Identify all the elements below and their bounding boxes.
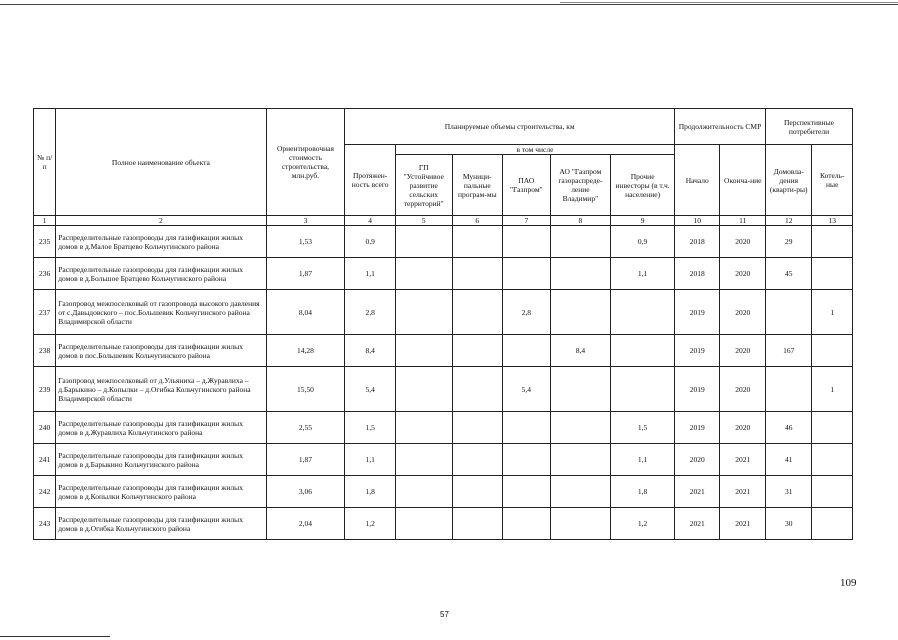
table-row [34,508,853,540]
cell-boil [812,335,853,367]
cell-n: 240 [34,412,56,444]
col-index: 6 [452,216,503,226]
cell-name: Распределительные газопроводы для газификации жилых домов в д.Огибка Кольчугинского района [56,508,266,540]
cell-gp [395,367,452,412]
cell-len: 0,9 [345,226,396,258]
cell-gaz [503,508,551,540]
footer-number: 57 [440,610,449,619]
cell-oth: 1,1 [611,258,675,290]
header-houses: Домовла-дения (кварти-ры) [765,145,812,216]
cell-name: Распределительные газопроводы для газификации жилых домов в д.Большое Братцево Кольчугинского района [56,258,266,290]
cell-houses [765,290,812,335]
col-index: 3 [266,216,345,226]
cell-gp [395,476,452,508]
cell-name: Распределительные газопроводы для газификации жилых домов в д.Журавлиха Кольчугинского района [56,412,266,444]
cell-gaz: 5,4 [503,367,551,412]
header-municipal: Муници-пальные програм-мы [452,155,503,216]
header-gazprom: ПАО "Газпром" [503,155,551,216]
cell-mun [452,476,503,508]
cell-len: 5,4 [345,367,396,412]
col-index: 1 [34,216,56,226]
cell-ao: 8,4 [550,335,611,367]
cell-len: 1,1 [345,444,396,476]
cell-boil [812,412,853,444]
cell-ao [550,444,611,476]
cell-boil: 1 [812,290,853,335]
col-index: 8 [550,216,611,226]
cell-start: 2020 [675,444,720,476]
cell-name: Распределительные газопроводы для газификации жилых домов в пос.Большевик Кольчугинского района [56,335,266,367]
table-row [34,444,853,476]
cell-name: Газопровод межпоселковый от д.Ульяниха – д.Журавлиха – д.Барыкино – д.Копылки – д.Огибка Кольчугинского района Владимирской области [56,367,266,412]
cell-gp [395,444,452,476]
header-start: Начало [675,145,720,216]
header-including: в том числе [395,145,674,155]
header-gp: ГП "Устойчивое развитие сельских территорий" [395,155,452,216]
cell-oth [611,335,675,367]
cell-len: 2,8 [345,290,396,335]
header-name: Полное наименование объекта [56,109,266,216]
cell-end: 2020 [720,367,766,412]
col-index: 12 [765,216,812,226]
cell-n: 241 [34,444,56,476]
cell-gaz [503,335,551,367]
cell-end: 2020 [720,226,766,258]
table-row [34,476,853,508]
cell-gaz [503,258,551,290]
cell-gp [395,508,452,540]
cell-len: 8,4 [345,335,396,367]
cell-n: 242 [34,476,56,508]
cell-houses: 31 [765,476,812,508]
gasification-table [33,108,853,540]
scan-bottom-line [0,636,110,637]
header-end: Оконча-ние [720,145,766,216]
cell-oth [611,367,675,412]
cell-mun [452,226,503,258]
scan-top-line [0,4,898,5]
cell-houses: 167 [765,335,812,367]
cell-gaz [503,476,551,508]
header-cost: Ориентировочная стоимость строительства, млн.руб. [266,109,345,216]
table-row [34,335,853,367]
cell-cost: 14,28 [266,335,345,367]
col-index: 7 [503,216,551,226]
cell-start: 2019 [675,412,720,444]
cell-cost: 2,55 [266,412,345,444]
cell-name: Газопровод межпоселковый от газопровода высокого давления от с.Давыдовского – пос.Большевик Кольчугинского района Владимирской области [56,290,266,335]
cell-mun [452,412,503,444]
column-number-row [34,216,853,226]
header-duration: Продолжительность СМР [675,109,766,145]
cell-oth: 1,8 [611,476,675,508]
cell-end: 2021 [720,444,766,476]
cell-mun [452,508,503,540]
header-number: № п/п [34,109,56,216]
header-ao: АО "Газпром газораспреде-ление Владимир" [550,155,611,216]
cell-n: 236 [34,258,56,290]
table-row [34,367,853,412]
col-index: 11 [720,216,766,226]
cell-cost: 1,53 [266,226,345,258]
cell-oth: 1,1 [611,444,675,476]
cell-cost: 8,04 [266,290,345,335]
col-index: 2 [56,216,266,226]
cell-len: 1,8 [345,476,396,508]
cell-start: 2018 [675,226,720,258]
cell-boil [812,444,853,476]
cell-gaz [503,412,551,444]
table-row [34,412,853,444]
cell-gaz [503,444,551,476]
cell-cost: 1,87 [266,444,345,476]
cell-houses: 45 [765,258,812,290]
cell-boil [812,258,853,290]
cell-start: 2019 [675,335,720,367]
cell-gp [395,290,452,335]
cell-cost: 1,87 [266,258,345,290]
cell-end: 2021 [720,508,766,540]
cell-end: 2020 [720,335,766,367]
cell-start: 2021 [675,476,720,508]
cell-houses: 41 [765,444,812,476]
table-row [34,258,853,290]
cell-houses: 29 [765,226,812,258]
header-consumers: Перспективные потребители [765,109,852,145]
cell-start: 2021 [675,508,720,540]
cell-gp [395,335,452,367]
cell-cost: 3,06 [266,476,345,508]
cell-end: 2020 [720,258,766,290]
cell-start: 2018 [675,258,720,290]
cell-houses: 46 [765,412,812,444]
cell-n: 243 [34,508,56,540]
cell-boil: 1 [812,367,853,412]
cell-boil [812,508,853,540]
cell-start: 2019 [675,367,720,412]
cell-mun [452,444,503,476]
header-planned: Планируемые объемы строительства, км [345,109,675,145]
cell-gp [395,258,452,290]
cell-mun [452,290,503,335]
cell-end: 2021 [720,476,766,508]
cell-n: 237 [34,290,56,335]
cell-start: 2019 [675,290,720,335]
col-index: 10 [675,216,720,226]
cell-ao [550,290,611,335]
cell-ao [550,226,611,258]
cell-end: 2020 [720,290,766,335]
cell-oth: 1,2 [611,508,675,540]
cell-len: 1,5 [345,412,396,444]
cell-oth: 0,9 [611,226,675,258]
cell-gp [395,226,452,258]
cell-gaz: 2,8 [503,290,551,335]
cell-mun [452,258,503,290]
cell-name: Распределительные газопроводы для газификации жилых домов в д.Барыкино Кольчугинского района [56,444,266,476]
cell-boil [812,226,853,258]
cell-houses: 30 [765,508,812,540]
cell-boil [812,476,853,508]
header-boilers: Котель-ные [812,145,853,216]
page-number: 109 [840,577,857,589]
col-index: 13 [812,216,853,226]
cell-ao [550,258,611,290]
cell-ao [550,508,611,540]
cell-cost: 15,50 [266,367,345,412]
cell-ao [550,367,611,412]
cell-ao [550,412,611,444]
col-index: 9 [611,216,675,226]
col-index: 5 [395,216,452,226]
cell-n: 238 [34,335,56,367]
cell-n: 239 [34,367,56,412]
table-row [34,226,853,258]
header-other: Прочие инвесторы (в т.ч. население) [611,155,675,216]
cell-len: 1,2 [345,508,396,540]
cell-n: 235 [34,226,56,258]
cell-mun [452,367,503,412]
cell-gp [395,412,452,444]
cell-ao [550,476,611,508]
header-length: Протяжен-ность всего [345,145,396,216]
cell-name: Распределительные газопроводы для газификации жилых домов в д.Копылки Кольчугинского района [56,476,266,508]
cell-len: 1,1 [345,258,396,290]
cell-end: 2020 [720,412,766,444]
cell-oth [611,290,675,335]
cell-cost: 2,04 [266,508,345,540]
cell-mun [452,335,503,367]
cell-oth: 1,5 [611,412,675,444]
cell-name: Распределительные газопроводы для газификации жилых домов в д.Малое Братцево Кольчугинского района [56,226,266,258]
col-index: 4 [345,216,396,226]
cell-houses [765,367,812,412]
cell-gaz [503,226,551,258]
scan-edge-line [560,2,898,3]
table-row [34,290,853,335]
